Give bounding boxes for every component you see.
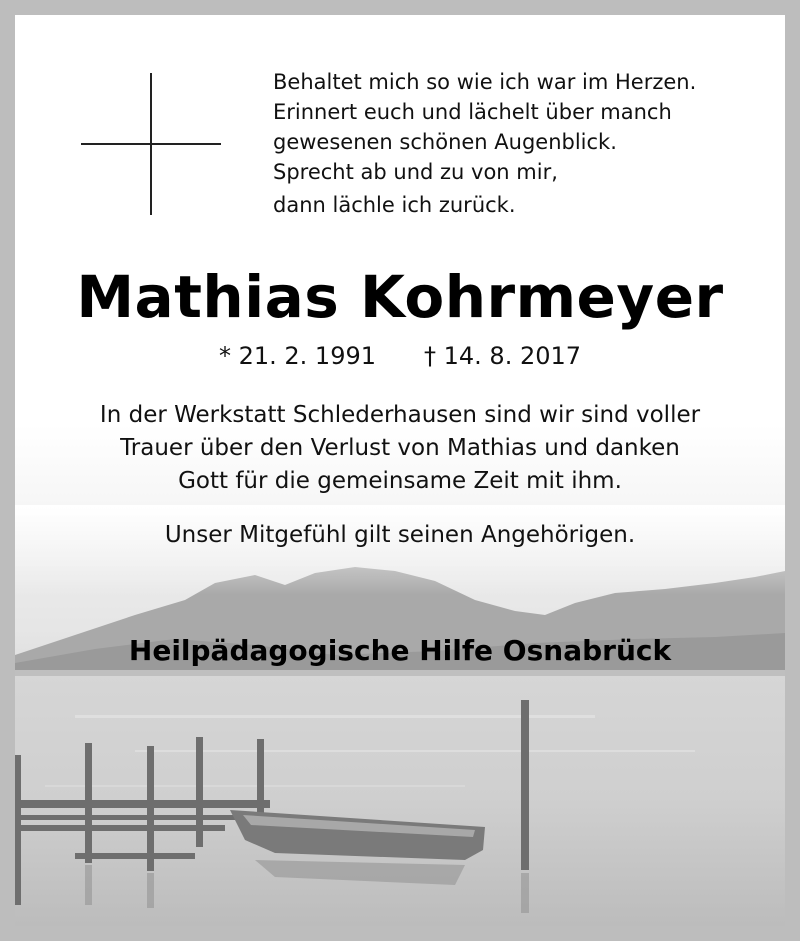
deceased-name: Mathias Kohrmeyer [76, 263, 724, 331]
poem-line: dann lächle ich zurück. [273, 193, 516, 217]
condolence-message [15, 399, 785, 498]
cross-icon [81, 73, 221, 215]
poem-line: gewesenen schönen Augenblick. [273, 130, 617, 154]
birth-date: * 21. 2. 1991 [218, 342, 376, 370]
message-line: In der Werkstatt Schlederhausen sind wir sind voller [99, 402, 701, 428]
memorial-poem [273, 67, 773, 220]
poem-line: Erinnert euch und lächelt über manch [273, 100, 672, 124]
death-date: † 14. 8. 2017 [424, 342, 582, 370]
life-dates [15, 339, 785, 373]
sympathy-line: Unser Mitgefühl gilt seinen Angehörigen. [164, 522, 636, 548]
message-line: Gott für die gemeinsame Zeit mit ihm. [178, 468, 622, 494]
poem-line: Behaltet mich so wie ich war im Herzen. [273, 70, 697, 94]
poem-line: Sprecht ab und zu von mir, [273, 160, 558, 184]
sender-organization: Heilpädagogische Hilfe Osnabrück [128, 634, 672, 667]
message-line: Trauer über den Verlust von Mathias und danken [120, 435, 680, 461]
obituary-notice [15, 15, 785, 926]
